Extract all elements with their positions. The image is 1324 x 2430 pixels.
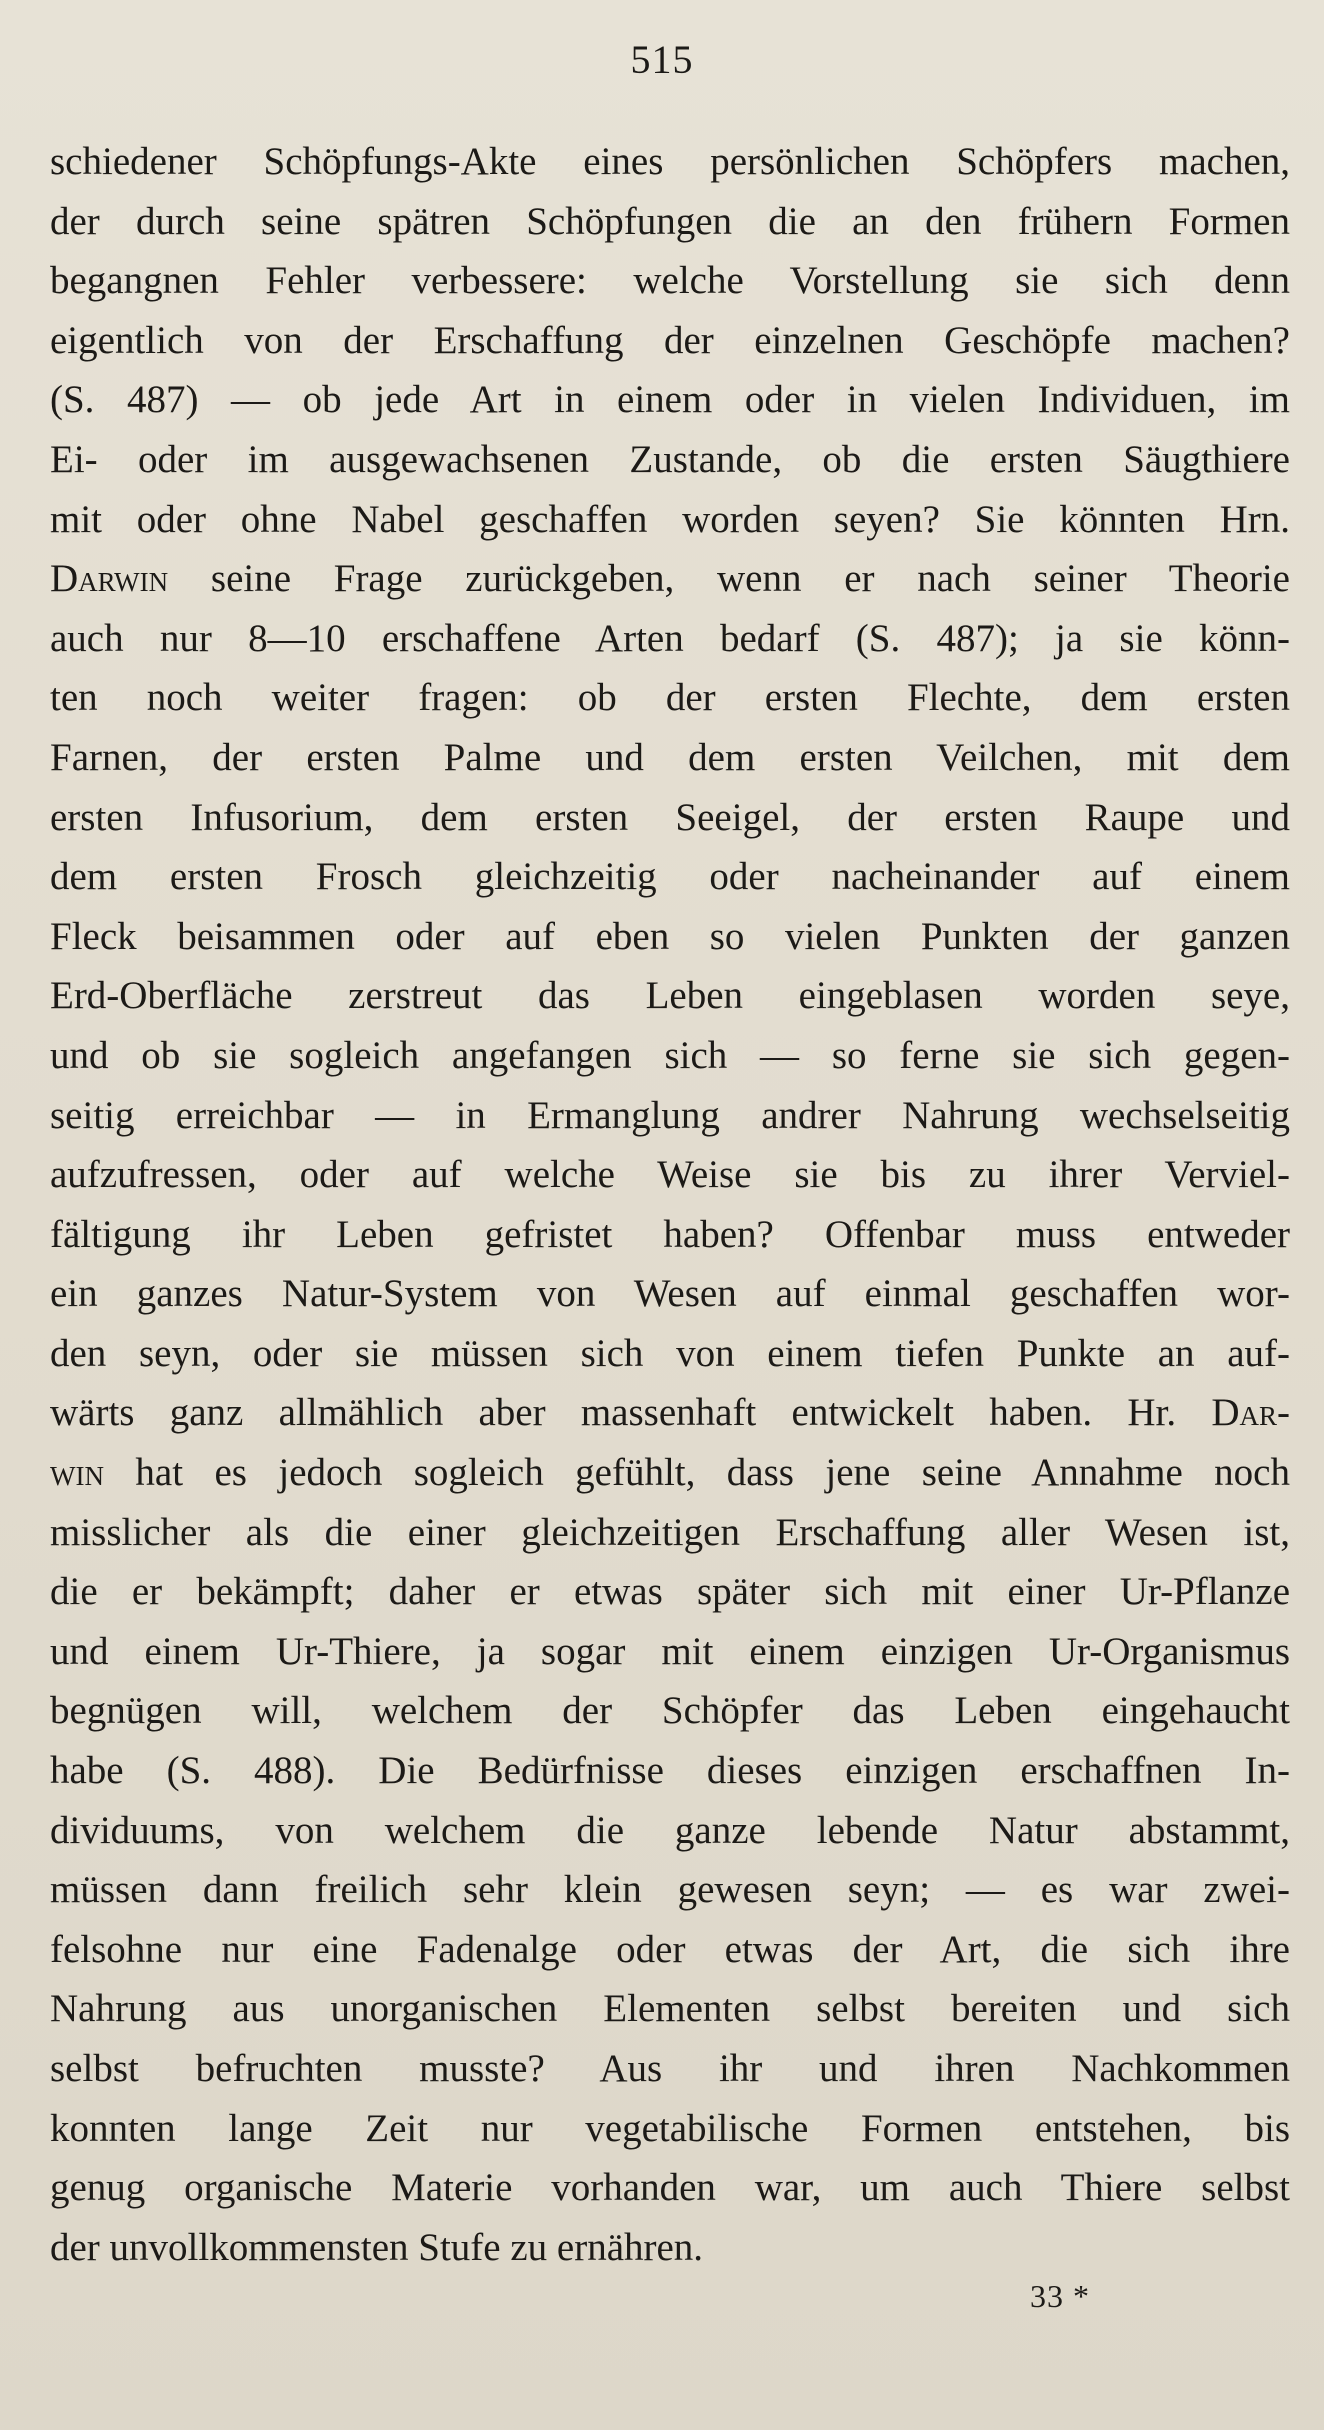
author-name-darwin: Darwin bbox=[50, 557, 169, 601]
text-line: dem ersten Frosch gleichzeitig oder nacheinander auf einem bbox=[50, 855, 1290, 899]
text-line: Ei- oder im ausgewachsenen Zustande, ob die ersten Säugthiere bbox=[50, 437, 1290, 481]
text-line: schiedener Schöpfungs-Akte eines persönlichen Schöpfers machen, bbox=[50, 140, 1290, 183]
text-line: Erd-Oberfläche zerstreut das Leben eingeblasen worden seye, bbox=[50, 974, 1290, 1018]
text-line: den seyn, oder sie müssen sich von einem tiefen Punkte an auf- bbox=[50, 1331, 1290, 1375]
author-name-darwin: win bbox=[50, 1451, 104, 1495]
body-text bbox=[50, 132, 1290, 2277]
text-line: genug organische Materie vorhanden war, um auch Thiere selbst bbox=[50, 2166, 1290, 2210]
text-line: (S. 487) — ob jede Art in einem oder in vielen Individuen, im bbox=[50, 378, 1290, 422]
text-line: seitig erreichbar — in Ermanglung andrer Nahrung wechselseitig bbox=[50, 1093, 1290, 1137]
text-line-last: der unvollkommensten Stufe zu ernähren. bbox=[50, 2225, 704, 2269]
text-line: konnten lange Zeit nur vegetabilische Formen entstehen, bis bbox=[50, 2106, 1290, 2150]
text-line: misslicher als die einer gleichzeitigen Erschaffung aller Wesen ist, bbox=[50, 1510, 1290, 1554]
text-line: Farnen, der ersten Palme und dem ersten Veilchen, mit dem bbox=[50, 735, 1290, 779]
text-line: selbst befruchten musste? Aus ihr und ihren Nachkommen bbox=[50, 2047, 1290, 2090]
text-line: felsohne nur eine Fadenalge oder etwas der Art, die sich ihre bbox=[50, 1927, 1290, 1971]
signature-mark: 33 * bbox=[1030, 2278, 1090, 2314]
text-run: hat es jedoch sogleich gefühlt, dass jene seine Annahme noch bbox=[103, 1451, 1290, 1495]
text-line: ersten Infusorium, dem ersten Seeigel, der ersten Raupe und bbox=[50, 795, 1290, 839]
text-line: fältigung ihr Leben gefristet haben? Offenbar muss entweder bbox=[50, 1212, 1290, 1256]
text-line: dividuums, von welchem die ganze lebende Natur abstammt, bbox=[50, 1808, 1290, 1852]
text-run: wärts ganz allmählich aber massenhaft entwickelt haben. Hr. bbox=[50, 1391, 1212, 1435]
text-line: Fleck beisammen oder auf eben so vielen Punkten der ganzen bbox=[50, 914, 1290, 958]
text-line: mit oder ohne Nabel geschaffen worden seyen? Sie könnten Hrn. bbox=[50, 497, 1290, 541]
text-line: der durch seine spätren Schöpfungen die an den frühern Formen bbox=[50, 199, 1290, 243]
text-line: begnügen will, welchem der Schöpfer das Leben eingehaucht bbox=[50, 1689, 1290, 1733]
text-line bbox=[50, 1443, 1290, 1503]
text-line: ein ganzes Natur-System von Wesen auf einmal geschaffen wor- bbox=[50, 1272, 1290, 1316]
text-line: und einem Ur-Thiere, ja sogar mit einem einzigen Ur-Organismus bbox=[50, 1629, 1290, 1673]
page-number: 515 bbox=[630, 37, 694, 82]
text-line: Nahrung aus unorganischen Elementen selbst bereiten und sich bbox=[50, 1987, 1290, 2031]
text-line: eigentlich von der Erschaffung der einzelnen Geschöpfe machen? bbox=[50, 318, 1290, 362]
text-line: habe (S. 488). Die Bedürfnisse dieses einzigen erschaffnen In- bbox=[50, 1749, 1290, 1793]
text-line: auch nur 8—10 erschaffene Arten bedarf (S. 487); ja sie könn- bbox=[50, 616, 1290, 660]
text-line: ten noch weiter fragen: ob der ersten Flechte, dem ersten bbox=[50, 676, 1290, 720]
text-line: begangnen Fehler verbessere: welche Vorstellung sie sich denn bbox=[50, 259, 1290, 303]
author-name-darwin: Dar- bbox=[1211, 1391, 1290, 1435]
text-line bbox=[50, 549, 1290, 609]
text-line: die er bekämpft; daher er etwas später sich mit einer Ur-Pflanze bbox=[50, 1570, 1290, 1614]
text-line: müssen dann freilich sehr klein gewesen seyn; — es war zwei- bbox=[50, 1868, 1290, 1912]
text-line bbox=[50, 1383, 1290, 1443]
text-line: aufzufressen, oder auf welche Weise sie bis zu ihrer Verviel- bbox=[50, 1153, 1290, 1197]
text-run: seine Frage zurückgeben, wenn er nach seiner Theorie bbox=[168, 557, 1290, 601]
text-line: und ob sie sogleich angefangen sich — so ferne sie sich gegen- bbox=[50, 1033, 1290, 1077]
